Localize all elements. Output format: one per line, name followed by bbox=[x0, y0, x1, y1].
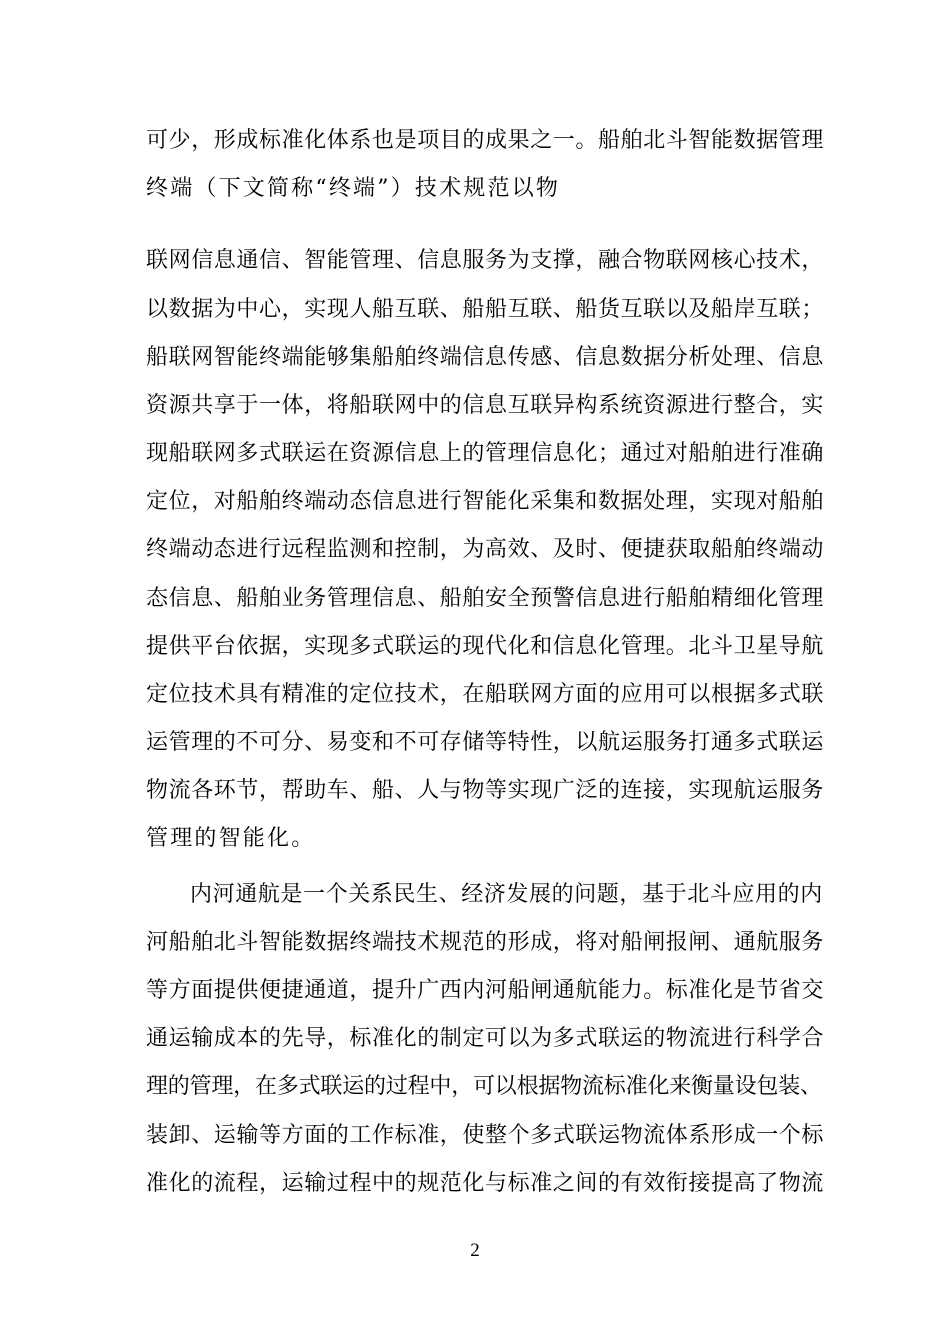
text-line: 运管理的不可分、易变和不可存储等特性，以航运服务打通多式联运 bbox=[146, 730, 825, 755]
text-line: 资源共享于一体，将船联网中的信息互联异构系统资源进行整合，实 bbox=[146, 393, 825, 418]
text-line: 物流各环节，帮助车、船、人与物等实现广泛的连接，实现航运服务 bbox=[146, 778, 825, 803]
text-line: 联网信息通信、智能管理、信息服务为支撑，融合物联网核心技术， bbox=[146, 248, 825, 273]
text-line: 装卸、运输等方面的工作标准，使整个多式联运物流体系形成一个标 bbox=[146, 1123, 825, 1148]
text-line: 理的管理，在多式联运的过程中，可以根据物流标准化来衡量设包装、 bbox=[146, 1074, 822, 1099]
text-line: 终端（下文简称“终端”）技术规范以物 bbox=[146, 176, 561, 201]
text-line: 可少，形成标准化体系也是项目的成果之一。船舶北斗智能数据管理 bbox=[146, 128, 825, 153]
text-line: 等方面提供便捷通道，提升广西内河船闸通航能力。标准化是节省交 bbox=[146, 978, 825, 1003]
text-line: 通运输成本的先导，标准化的制定可以为多式联运的物流进行科学合 bbox=[146, 1026, 825, 1051]
text-line: 定位技术具有精准的定位技术，在船联网方面的应用可以根据多式联 bbox=[146, 682, 825, 707]
text-line: 终端动态进行远程监测和控制，为高效、及时、便捷获取船舶终端动 bbox=[146, 537, 825, 562]
text-line: 以数据为中心，实现人船互联、船船互联、船货互联以及船岸互联； bbox=[146, 297, 825, 322]
text-line: 定位，对船舶终端动态信息进行智能化采集和数据处理，实现对船舶 bbox=[146, 489, 825, 514]
text-line: 内河通航是一个关系民生、经济发展的问题，基于北斗应用的内 bbox=[190, 882, 823, 907]
text-line: 准化的流程，运输过程中的规范化与标准之间的有效衔接提高了物流 bbox=[146, 1171, 825, 1196]
page-number: 2 bbox=[470, 1240, 480, 1261]
text-line: 现船联网多式联运在资源信息上的管理信息化；通过对船舶进行准确 bbox=[146, 441, 825, 466]
text-line: 船联网智能终端能够集船舶终端信息传感、信息数据分析处理、信息 bbox=[146, 345, 825, 370]
text-line: 提供平台依据，实现多式联运的现代化和信息化管理。北斗卫星导航 bbox=[146, 634, 825, 659]
text-line: 河船舶北斗智能数据终端技术规范的形成，将对船闸报闸、通航服务 bbox=[146, 930, 825, 955]
text-line: 管理的智能化。 bbox=[146, 826, 316, 851]
text-line: 态信息、船舶业务管理信息、船舶安全预警信息进行船舶精细化管理 bbox=[146, 586, 825, 611]
